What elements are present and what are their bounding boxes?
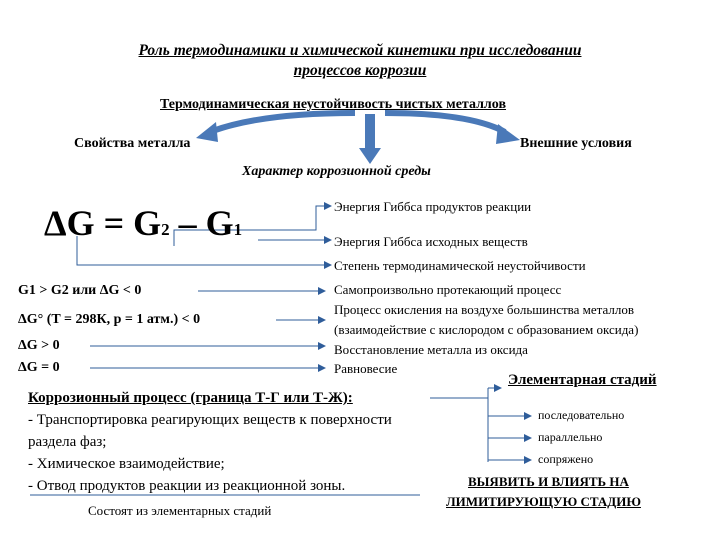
condition-3-right: Восстановление металла из оксида [334, 342, 528, 357]
arrow-right-head [496, 124, 520, 144]
call-line-1: ВЫЯВИТЬ И ВЛИЯТЬ НА [468, 474, 629, 489]
equation-sub1: 1 [233, 220, 243, 239]
corrosion-item-1: - Транспортировка реагирующих веществ к поверхности [28, 412, 392, 428]
label-reactants: Энергия Гиббса исходных веществ [334, 234, 528, 249]
gibbs-equation [44, 202, 242, 244]
title-line-1: Роль термодинамики и химической кинетики при исследовании [138, 42, 582, 59]
condition-4-right: Равновесие [334, 361, 398, 376]
right-branch: Внешние условия [520, 136, 632, 151]
condition-2-right2: (взаимодействие с кислородом с образованием оксида) [334, 322, 639, 337]
center-branch: Характер коррозионной среды [242, 164, 431, 179]
arrow-right [385, 113, 505, 132]
equation-sub2: 2 [161, 220, 170, 239]
mode-coupled: сопряжено [538, 452, 594, 466]
arrow-left [210, 113, 355, 132]
mode-sequential: последовательно [538, 408, 625, 422]
arrow-left-head [196, 122, 218, 142]
mode-parallel: параллельно [538, 430, 603, 444]
corrosion-item-3: - Химическое взаимодействие; [28, 456, 225, 472]
condition-2-left: ΔG° (T = 298К, p = 1 атм.) < 0 [18, 312, 201, 327]
condition-3-left: ΔG > 0 [18, 338, 60, 353]
corrosion-footer: Состоят из элементарных стадий [88, 503, 272, 518]
call-line-2: ЛИМИТИРУЮЩУЮ СТАДИЮ [446, 494, 641, 509]
arrow-center [365, 114, 375, 152]
equation-dg: ΔG = G [44, 203, 162, 243]
condition-1-left: G1 > G2 или ΔG < 0 [18, 283, 142, 298]
corrosion-item-2: раздела фаз; [28, 434, 107, 450]
label-degree: Степень термодинамической неустойчивости [334, 258, 586, 273]
condition-2-right: Процесс окисления на воздухе большинства металлов [334, 302, 634, 317]
corrosion-item-4: - Отвод продуктов реакции из реакционной зоны. [28, 478, 346, 494]
left-branch: Свойства металла [74, 136, 191, 151]
equation-minus: – G [169, 203, 234, 243]
condition-1-right: Самопроизвольно протекающий процесс [334, 282, 562, 297]
arrow-center-head [359, 148, 381, 164]
subtitle: Термодинамическая неустойчивость чистых металлов [160, 97, 507, 112]
condition-4-left: ΔG = 0 [18, 360, 60, 375]
label-products: Энергия Гиббса продуктов реакции [334, 199, 532, 214]
elementary-heading: Элементарная стадий [508, 372, 657, 388]
corrosion-heading: Коррозионный процесс (граница Т-Г или Т-Ж): [28, 390, 353, 406]
title-line-2: процессов коррозии [293, 62, 427, 79]
